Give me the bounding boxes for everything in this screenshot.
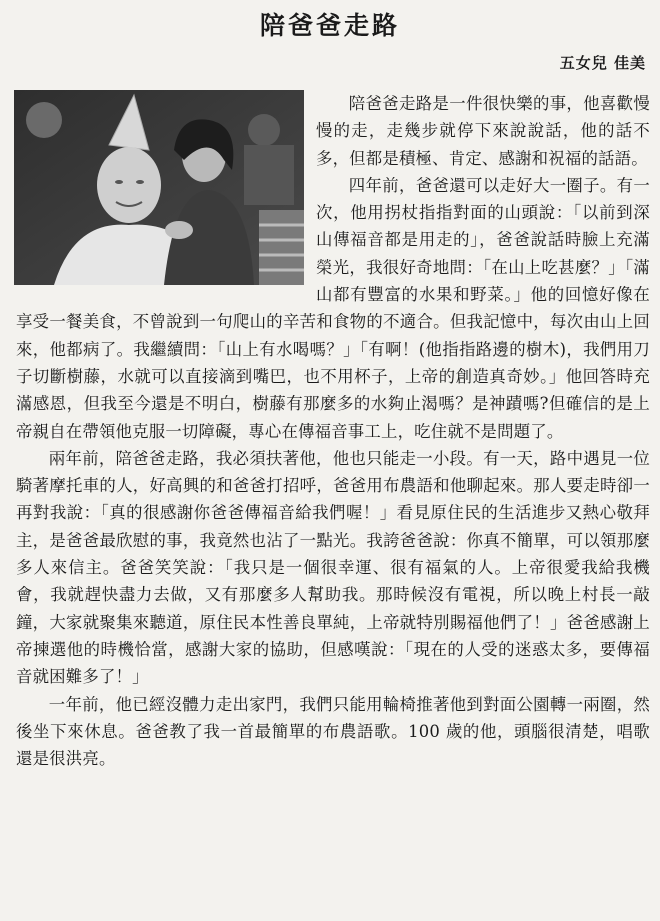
- paragraph-4: 一年前，他已經沒體力走出家門，我們只能用輪椅推著他到對面公園轉一兩圈，然後坐下來休息。爸爸教了我一首最簡單的布農語歌。100 歲的他，頭腦很清楚，唱歌還是很洪亮。: [16, 694, 650, 769]
- article-body: [16, 90, 650, 772]
- paragraph-2: 四年前，爸爸還可以走好大一圈子。有一次，他用拐杖指指對面的山頭說：「以前到深山傳福音都是用走的」，爸爸說話時臉上充滿榮光，我很好奇地問：「在山上吃甚麼？」「滿山都有豐富的水果和野菜。」他的回憶好像在享受一餐美食，不曾說到一句爬山的辛苦和食物的不適合。但我記憶中，每次由山上回來，他都病了。我繼續問：「山上有水喝嗎？」「有啊！(他指指路邊的樹木)，我們用刀子切斷樹藤，水就可以直接滴到嘴巴，也不用杯子，上帝的創造真奇妙。」他回答時充滿感恩，但我至今還是不明白，樹藤有那麼多的水夠止渴嗎？是神蹟嗎?但確信的是上帝親自在帶領他克服一切障礙，專心在傳福音事工上，吃住就不是問題了。: [16, 175, 650, 441]
- article-title: 陪爸爸走路: [259, 11, 400, 40]
- article-author: 五女兒 佳美: [559, 54, 646, 72]
- paragraph-3: 兩年前，陪爸爸走路，我必須扶著他，他也只能走一小段。有一天，路中遇見一位騎著摩托車的人，好高興的和爸爸打招呼，爸爸用布農語和他聊起來。那人要走時卻一再對我說：「真的很感謝你爸爸傳福音給我們喔！」看見原住民的生活進步又熱心敬拜主，是爸爸最欣慰的事，我竟然也沾了一點光。我誇爸爸說：你真不簡單，可以領那麼多人來信主。爸爸笑笑說：「我只是一個很幸運、很有福氣的人。上帝很愛我給我機會，我就趕快盡力去做，又有那麼多人幫助我。那時候沒有電視，所以晚上村長一敲鐘，大家就聚集來聽道，原住民本性善良單純，上帝就特別賜福他們了！」爸爸感謝上帝揀選他的時機恰當，感謝大家的協助，但感嘆說：「現在的人受的迷惑太多，要傳福音就困難多了！」: [16, 448, 650, 687]
- paragraph-1: 陪爸爸走路是一件很快樂的事，他喜歡慢慢的走，走幾步就停下來說說話，他的話不多，但都是積極、肯定、感謝和祝福的話語。: [316, 94, 650, 168]
- photo-spacer: [16, 90, 316, 286]
